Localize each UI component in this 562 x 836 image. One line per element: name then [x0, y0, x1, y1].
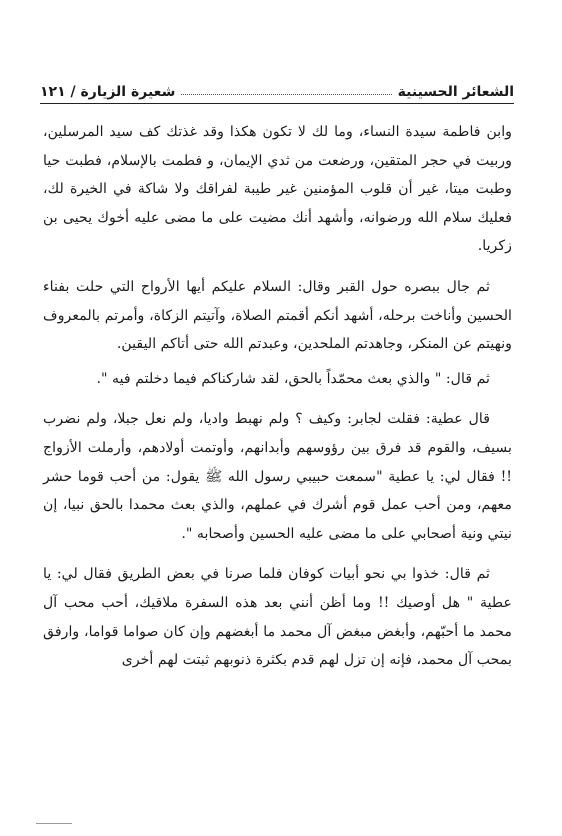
header-rule: [40, 103, 514, 104]
paragraph-5: ثم قال: خذوا بي نحو أبيات كوفان فلما صرنا في بعض الطريق فقال لي: يا عطية " هل أوصيك !! وما أظن أنني بعد هذه السفرة ملاقيك، أحب محب آل محمد ما أحبّهم، وأبغض مبغض آل محمد ما أبغضهم وإن كان صواما قواما، وارفق بمحب آل محمد، فإنه إن تزل لهم قدم بكثرة ذنوبهم ثبتت لهم أخرى: [43, 566, 512, 669]
paragraph-3: ثم قال: " والذي بعث محمّداً بالحق، لقد شاركناكم فيما دخلتم فيه ".: [96, 370, 490, 387]
header-leader-dots: [181, 93, 391, 95]
paragraph-1: وابن فاطمة سيدة النساء، وما لك لا تكون هكذا وقد غذتك كف سيد المرسلين، وربيت في حجر المتقين، ورضعت من ثدي الإيمان، و فطمت بالإسلام، فطبت حيا وطبت ميتا، غير أن قلوب المؤمنين غير طيبة لفراقك ولا شاكة في الخيرة لك، فعليك سلام الله ورضوانه، وأشهد أنك مضيت على ما مضى عليه أخوك يحيى بن زكريا.: [43, 124, 512, 255]
running-header: [40, 74, 514, 100]
page-body: [43, 118, 512, 687]
paragraph-2: ثم جال ببصره حول القبر وقال: السلام عليكم أيها الأرواح التي حلت بفناء الحسين وأناخت برحله، أشهد أنكم أقمتم الصلاة، وآتيتم الزكاة، وأمرتم بالمعروف ونهيتم عن المنكر، وجاهدتم الملحدين، وعبدتم الله حتى أتاكم اليقين.: [43, 278, 512, 353]
chapter-and-page-number: شعيرة الزيارة / ١٢١: [40, 84, 176, 100]
book-title: الشعائر الحسينية: [397, 84, 514, 100]
footer-mark: [36, 823, 72, 828]
paragraph-4: قال عطية: فقلت لجابر: وكيف ؟ ولم نهبط واديا، ولم نعل جبلا، ولم نضرب بسيف، والقوم قد فرق بين رؤوسهم وأبدانهم، وأوتمت أولادهم، وأرملت الأزواج !! فقال لي: يا عطية "سمعت حبيبي رسول الله ﷺ يقول: من أحب قوما حشر معهم، ومن أحب عمل قوم أشرك في عملهم، والذي بعث محمدا بالحق نبيا، إن نيتي ونية أصحابي على ما مضى عليه الحسين وأصحابه ".: [43, 411, 512, 542]
